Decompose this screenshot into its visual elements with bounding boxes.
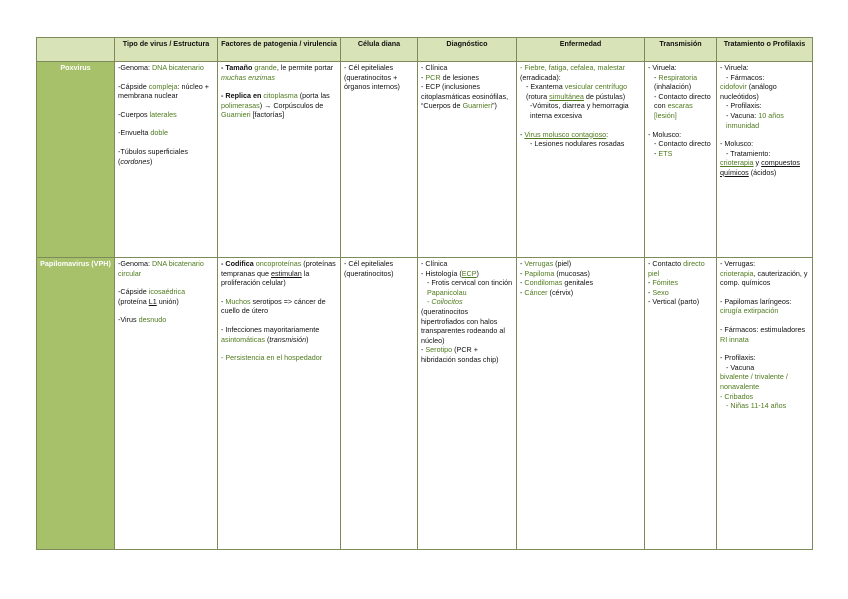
cell-pox-tratamiento: - Viruela: - Fármacos: cidofovir (análogo nucleótidos) - Profilaxis: - Vacuna: 10 años inmunidad - Molusco: - Tratamiento: crioterapia y compuestos químicos (ácidos)	[717, 62, 813, 258]
header-tipo: Tipo de virus / Estructura	[115, 38, 218, 62]
cell-vph-transmision: - Contacto directo piel - Fómites - Sexo - Vertical (parto)	[645, 258, 717, 550]
cell-vph-factores: - Codifica oncoproteínas (proteínas tempranas que estimulan la proliferación celular) - Muchos serotipos => cáncer de cuello de útero - Infecciones mayoritariamente asintomáticas (transmisión) - Persistencia en el hospedador	[218, 258, 341, 550]
header-celula: Célula diana	[341, 38, 418, 62]
row-label-poxvirus: Poxvirus	[37, 62, 115, 258]
cell-pox-enfermedad: - Fiebre, fatiga, cefalea, malestar (erradicada): - Exantema vesicular centrífugo (rotura simultánea de pústulas) -Vómitos, diarrea y hemorragia interna excesiva - Virus molusco contagioso: - Lesiones nodulares rosadas	[517, 62, 645, 258]
cell-vph-tipo: -Genoma: DNA bicatenario circular -Cápside icosaédrica (proteína L1 unión) -Virus desnudo	[115, 258, 218, 550]
header-tratamiento: Tratamiento o Profilaxis	[717, 38, 813, 62]
row-label-papilomavirus: Papilomavirus (VPH)	[37, 258, 115, 550]
cell-pox-celula: - Cél epiteliales (queratinocitos + órganos internos)	[341, 62, 418, 258]
row-papilomavirus	[37, 258, 813, 550]
header-transmision: Transmisión	[645, 38, 717, 62]
virus-table	[36, 37, 813, 550]
cell-pox-diagnostico: - Clínica - PCR de lesiones - ECP (inclusiones citoplasmáticas eosinófilas, “Cuerpos de Guarnieri”)	[418, 62, 517, 258]
cell-vph-celula: - Cél epiteliales (queratinocitos)	[341, 258, 418, 550]
row-poxvirus	[37, 62, 813, 258]
cell-pox-factores: - Tamaño grande, le permite portar muchas enzimas - Replica en citoplasma (porta las polimerasas) → Corpúsculos de Guarnieri [factorías]	[218, 62, 341, 258]
header-enfermedad: Enfermedad	[517, 38, 645, 62]
header-diagnostico: Diagnóstico	[418, 38, 517, 62]
cell-vph-tratamiento: - Verrugas: crioterapia, cauterización, y comp. químicos - Papilomas laríngeos: cirugía extirpación - Fármacos: estimuladores RI innata - Profilaxis: - Vacuna bivalente / trivalente / nonavalente - Cribados - Niñas 11-14 años	[717, 258, 813, 550]
header-factores: Factores de patogenia / virulencia	[218, 38, 341, 62]
cell-pox-tipo: -Genoma: DNA bicatenario -Cápside compleja: núcleo + membrana nuclear -Cuerpos laterales -Envuelta doble -Túbulos superficiales (cordones)	[115, 62, 218, 258]
header-empty	[37, 38, 115, 62]
cell-pox-transmision: - Viruela: - Respiratoria (inhalación) - Contacto directo con escaras [lesión] - Molusco: - Contacto directo - ETS	[645, 62, 717, 258]
header-row	[37, 38, 813, 62]
cell-vph-diagnostico: - Clínica - Histología (ECP) - Frotis cervical con tinción Papanicolau - Coilocitos (queratinocitos hipertrofiados con halos transparentes rodeando al núcleo) - Serotipo (PCR + hibridación sondas chip)	[418, 258, 517, 550]
cell-vph-enfermedad: - Verrugas (piel) - Papiloma (mucosas) - Condilomas genitales - Cáncer (cérvix)	[517, 258, 645, 550]
